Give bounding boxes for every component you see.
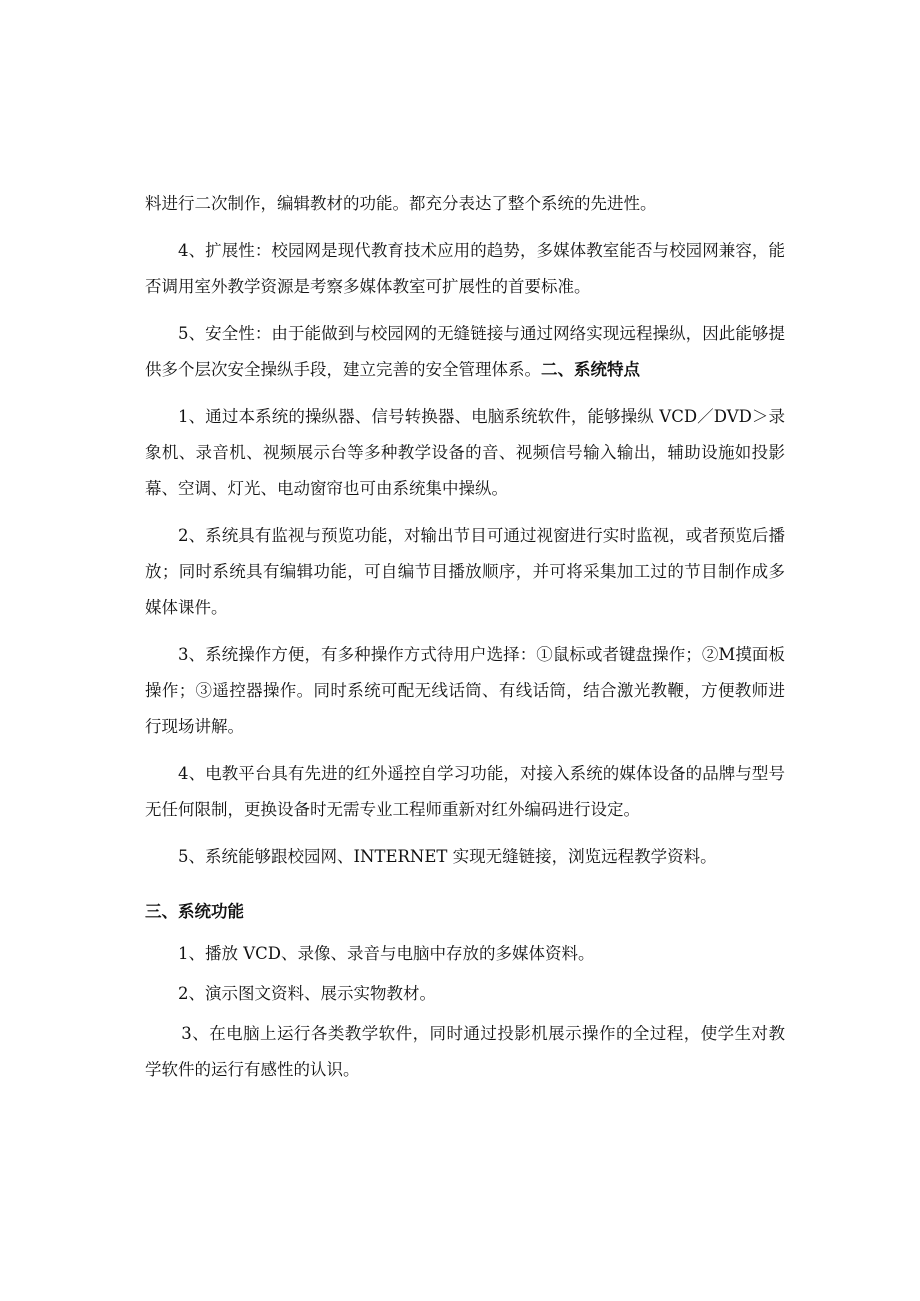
document-page [145,186,785,1099]
paragraph-security [145,316,785,399]
paragraph-feature-3: 3、系统操作方便，有多种操作方式待用户选择：①鼠标或者键盘操作；②M摸面板操作；③遥控器操作。同时系统可配无线话筒、有线话筒，结合激光教鞭，方便教师进行现场讲解。 [145,645,785,736]
section-heading-features: 二、系统特点 [541,360,640,379]
function-item-1: 1、播放 VCD、录像、录音与电脑中存放的多媒体资料。 [178,944,595,963]
paragraph-feature-4: 4、电教平台具有先进的红外遥控自学习功能，对接入系统的媒体设备的品牌与型号无任何限制，更换设备时无需专业工程师重新对红外编码进行设定。 [145,764,785,819]
function-item-2: 2、演示图文资料、展示实物教材。 [178,984,436,1003]
paragraph-continuation: 料进行二次制作，编辑教材的功能。都充分表达了整个系统的先进性。 [145,194,657,213]
section-heading-functions: 三、系统功能 [145,902,244,921]
paragraph-feature-1: 1、通过本系统的操纵器、信号转换器、电脑系统软件，能够操纵 VCD／DVD＞录象机、录音机、视频展示台等多种教学设备的音、视频信号输入输出，辅助设施如投影幕、空调、灯光、电动窗帘也可由系统集中操纵。 [145,407,785,498]
paragraph-feature-2: 2、系统具有监视与预览功能，对输出节目可通过视窗进行实时监视，或者预览后播放；同时系统具有编辑功能，可自编节目播放顺序，并可将采集加工过的节目制作成多媒体课件。 [145,526,785,617]
paragraph-extensibility: 4、扩展性：校园网是现代教育技术应用的趋势，多媒体教室能否与校园网兼容，能否调用室外教学资源是考察多媒体教室可扩展性的首要标准。 [145,241,785,296]
paragraph-security-text: 5、安全性：由于能做到与校园网的无缝链接与通过网络实现远程操纵，因此能够提供多个层次安全操纵手段，建立完善的安全管理体系。 [145,324,785,379]
function-item-3: 3、在电脑上运行各类教学软件，同时通过投影机展示操作的全过程，使学生对教学软件的运行有感性的认识。 [145,1024,785,1079]
paragraph-feature-5: 5、系统能够跟校园网、INTERNET 实现无缝链接，浏览远程教学资料。 [178,847,717,866]
